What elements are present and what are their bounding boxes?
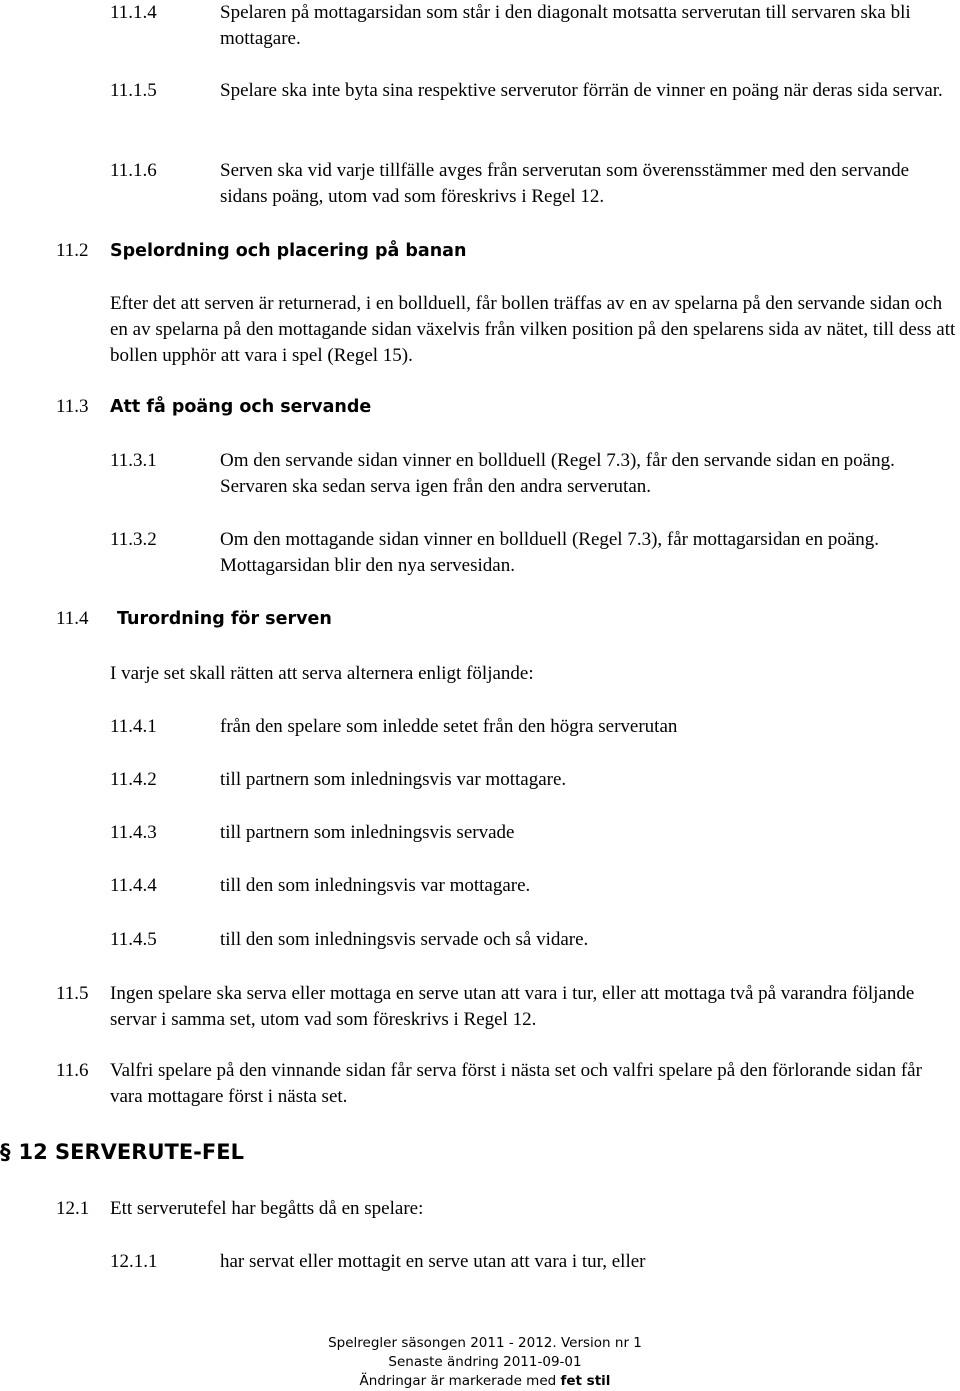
rule-number-11-1-5: 11.1.5 (110, 80, 157, 101)
footer-line-season: Spelregler säsongen 2011 - 2012. Version nr 1 (328, 1335, 642, 1351)
footer-line-updated: Senaste ändring 2011-09-01 (388, 1354, 582, 1370)
rule-text-11-1-4: Spelaren på mottagarsidan som står i den diagonalt motsatta serverutan till servaren ska bli mottagare. (220, 2, 911, 49)
rule-number-11-4-4: 11.4.4 (110, 875, 157, 896)
rule-number-11-3-1: 11.3.1 (110, 450, 157, 471)
rule-text-11-4-5: till den som inledningsvis servade och så vidare. (220, 929, 589, 950)
section-number-11-2: 11.2 (56, 240, 89, 261)
rule-number-11-1-4: 11.1.4 (110, 2, 157, 23)
chapter-heading-12 (0, 1139, 244, 1165)
section-text-11-6: Valfri spelare på den vinnande sidan får serva först i nästa set och valfri spelare på den förlorande sidan får vara mottagare först i nästa set. (110, 1060, 922, 1107)
section-heading-11-2: Spelordning och placering på banan (110, 241, 467, 261)
section-text-12-1: Ett serverutefel har begåtts då en spelare: (110, 1198, 424, 1219)
section-text-11-5: Ingen spelare ska serva eller mottaga en serve utan att vara i tur, eller att mottaga två på varandra följande servar i samma set, utom vad som föreskrivs i Regel 12. (110, 983, 915, 1030)
rule-text-11-4-3: till partnern som inledningsvis servade (220, 822, 515, 843)
rule-number-11-4-2: 11.4.2 (110, 769, 157, 790)
section-number-11-5: 11.5 (56, 983, 89, 1004)
rule-text-11-4-4: till den som inledningsvis var mottagare. (220, 875, 531, 896)
rule-number-11-4-3: 11.4.3 (110, 822, 157, 843)
section-number-12-1: 12.1 (56, 1198, 90, 1219)
rule-text-11-1-5: Spelare ska inte byta sina respektive serverutor förrän de vinner en poäng när deras sida servar. (220, 80, 943, 101)
rule-number-11-4-5: 11.4.5 (110, 929, 157, 950)
rule-number-11-4-1: 11.4.1 (110, 716, 157, 737)
rule-text-11-3-2: Om den mottagande sidan vinner en bollduell (Regel 7.3), får mottagarsidan en poäng. Mottagarsidan blir den nya servesidan. (220, 529, 880, 576)
section-number-11-6: 11.6 (56, 1060, 89, 1081)
rule-text-11-3-1: Om den servande sidan vinner en bollduell (Regel 7.3), får den servande sidan en poäng. Servaren ska sedan serva igen från den andra serverutan. (220, 450, 895, 497)
section-heading-11-3: Att få poäng och servande (110, 397, 372, 417)
rule-text-12-1-1: har servat eller mottagit en serve utan att vara i tur, eller (220, 1251, 646, 1272)
rule-text-11-4-2: till partnern som inledningsvis var mottagare. (220, 769, 567, 790)
chapter-title: 12 SERVERUTE-FEL (18, 1140, 244, 1164)
section-number-11-3: 11.3 (56, 396, 89, 417)
rule-number-11-1-6: 11.1.6 (110, 160, 157, 181)
section-body-11-2: Efter det att serven är returnerad, i en bollduell, får bollen träffas av en av spelarna på den servande sidan och en av spelarna på den mottagande sidan växelvis från vilken position på den spelarens sida av nätet, till dess att bollen upphör att vara i spel (Regel 15). (110, 293, 956, 366)
section-intro-11-4: I varje set skall rätten att serva alternera enligt följande: (110, 663, 534, 684)
section-number-11-4: 11.4 (56, 608, 89, 629)
rule-text-11-4-1: från den spelare som inledde setet från den högra serverutan (220, 716, 678, 737)
paragraph-symbol: § (0, 1140, 11, 1164)
footer-changes-prefix: Ändringar är markerade med (359, 1373, 561, 1389)
section-heading-11-4: Turordning för serven (117, 609, 332, 629)
rule-number-11-3-2: 11.3.2 (110, 529, 157, 550)
footer-line-changes (285, 1372, 685, 1391)
page-footer (285, 1334, 685, 1391)
rule-number-12-1-1: 12.1.1 (110, 1251, 158, 1272)
footer-changes-bold: fet stil (560, 1373, 611, 1389)
rule-text-11-1-6: Serven ska vid varje tillfälle avges från serverutan som överensstämmer med den servande sidans poäng, utom vad som föreskrivs i Regel 12. (220, 160, 910, 207)
